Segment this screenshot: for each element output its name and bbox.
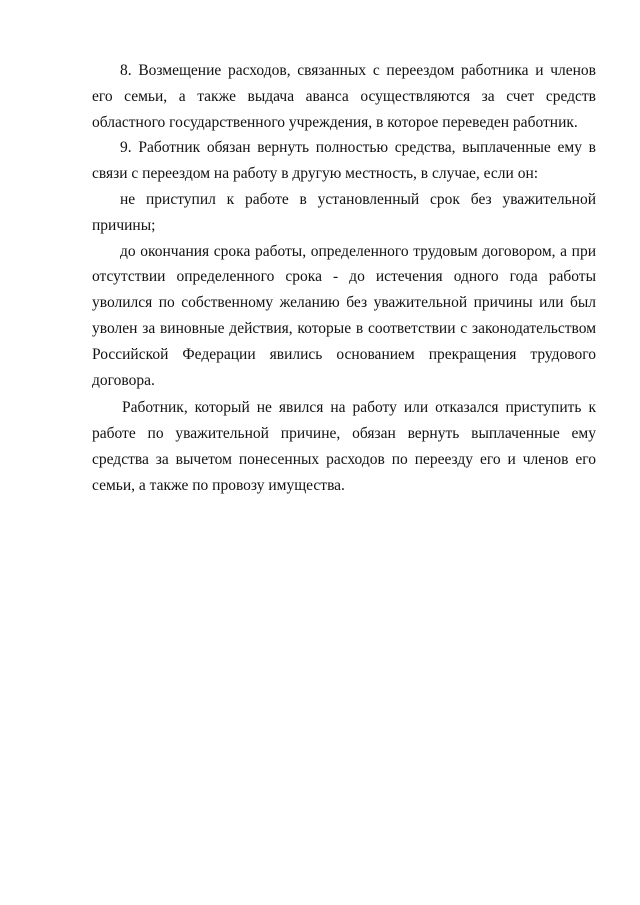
paragraph-condition-not-started: не приступил к работе в установленный срок без уважительной причины; [92, 190, 596, 234]
paragraph-valid-reason: Работник, который не явился на работу или отказался приступить к работе по уважительной причине, обязан вернуть выплаченные ему средства за вычетом понесенных расходов по переезду его и членов его семьи, а также по провозу имущества. [92, 399, 596, 494]
paragraph-item-9: 9. Работник обязан вернуть полностью средства, выплаченные ему в связи с переездом на работу в другую местность, в случае, если он: [92, 139, 596, 183]
paragraph-condition-dismissed: до окончания срока работы, определенного трудовым договором, а при отсутствии определенного срока - до истечения одного года работы уволился по собственному желанию без уважительной причины или был уволен за виновные действия, которые в соответствии с законодательством Российской Федерации явились основанием прекращения трудового договора. [92, 242, 596, 389]
document-body [92, 58, 596, 499]
paragraph-item-8: 8. Возмещение расходов, связанных с переездом работника и членов его семьи, а также выдача аванса осуществляются за счет средств областного государственного учреждения, в которое переведен работник. [92, 62, 596, 131]
